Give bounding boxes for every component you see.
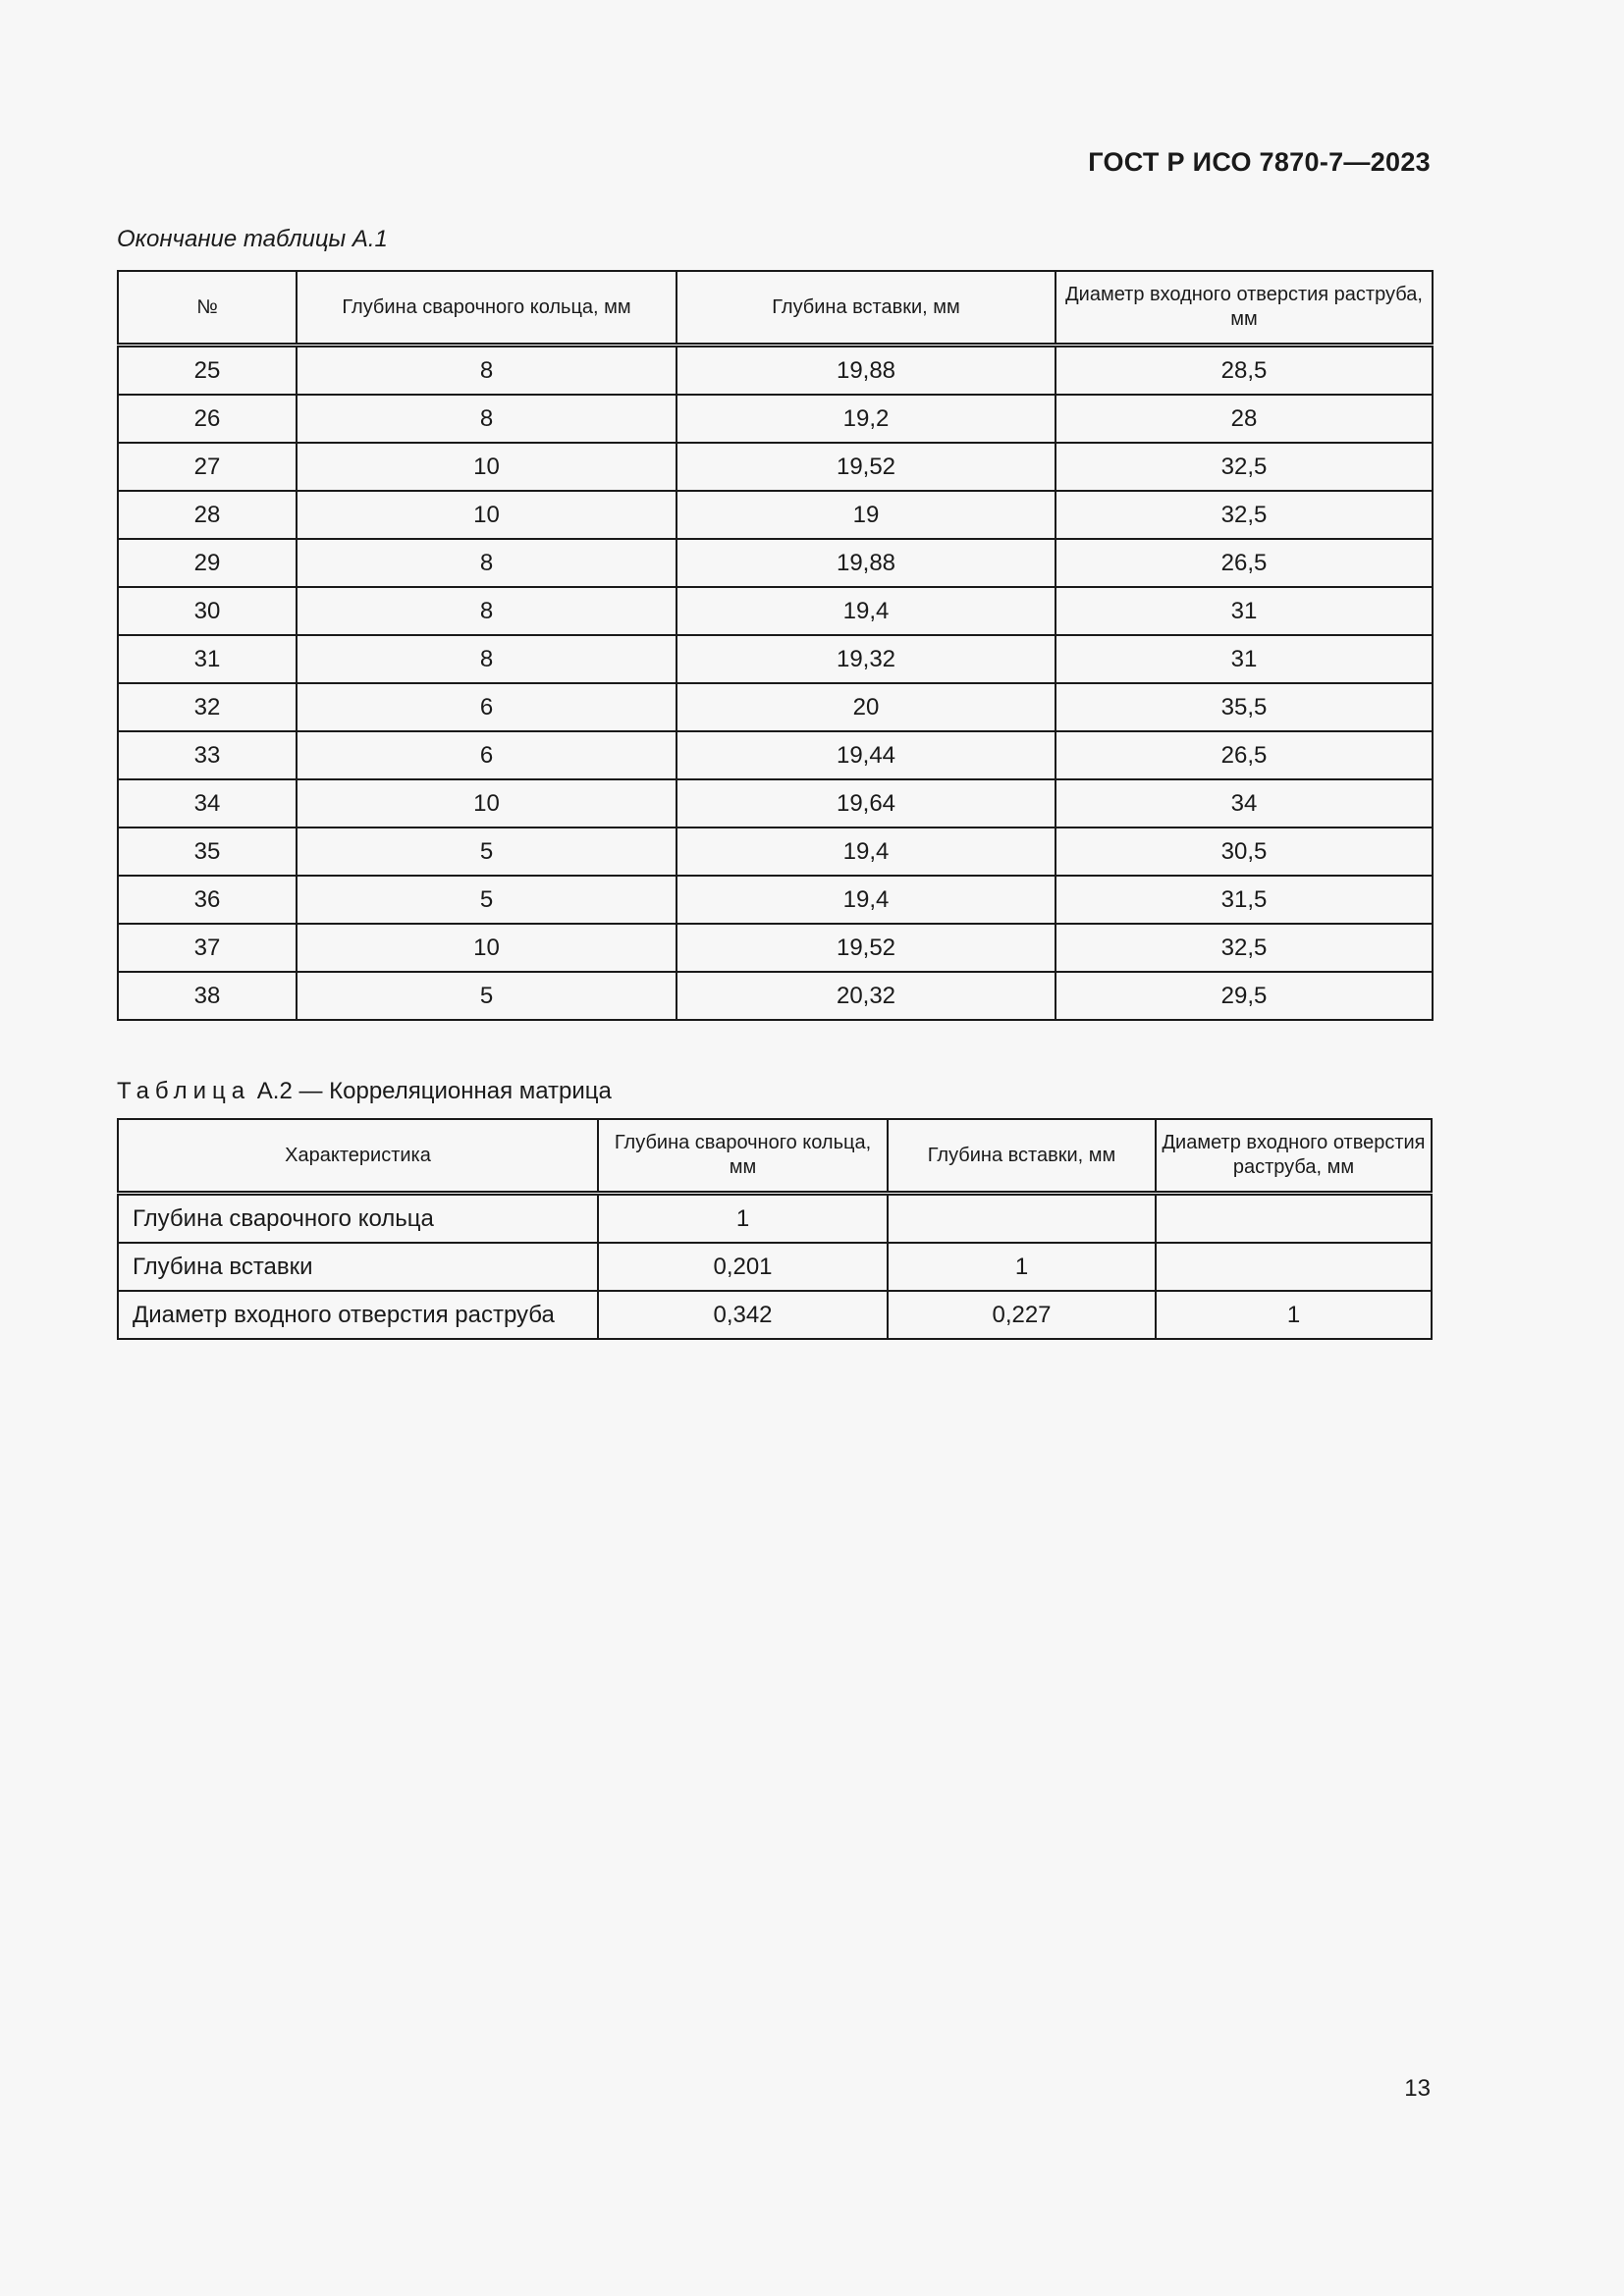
column-header: Глубина сварочного кольца, мм	[297, 271, 677, 346]
table-cell: 5	[297, 972, 677, 1020]
table-cell: 27	[118, 443, 297, 491]
table-a2-caption-title: А.2 — Корреляционная матрица	[256, 1078, 612, 1104]
table-cell	[1156, 1194, 1432, 1244]
table-cell: 32,5	[1056, 491, 1433, 539]
table-cell: 8	[297, 587, 677, 635]
table-cell: 1	[598, 1194, 888, 1244]
table-cell: 25	[118, 346, 297, 396]
table-row	[118, 924, 1433, 972]
table-cell: 19	[677, 491, 1056, 539]
row-label: Глубина вставки	[118, 1243, 598, 1291]
table-cell: 10	[297, 491, 677, 539]
table-cell: 10	[297, 443, 677, 491]
table-row	[118, 587, 1433, 635]
table-cell: 10	[297, 924, 677, 972]
table-header-row	[118, 271, 1433, 346]
table-row	[118, 876, 1433, 924]
table-cell: 19,2	[677, 395, 1056, 443]
row-label: Глубина сварочного кольца	[118, 1194, 598, 1244]
table-cell	[1156, 1243, 1432, 1291]
table-row	[118, 635, 1433, 683]
table-cell: 38	[118, 972, 297, 1020]
table-cell: 10	[297, 779, 677, 828]
table-cell: 8	[297, 539, 677, 587]
table-row	[118, 443, 1433, 491]
table-row	[118, 1243, 1432, 1291]
table-cell: 19,88	[677, 539, 1056, 587]
table-a1	[117, 270, 1434, 1021]
table-cell: 28	[118, 491, 297, 539]
table-cell: 1	[888, 1243, 1156, 1291]
table-row	[118, 539, 1433, 587]
table-row	[118, 731, 1433, 779]
table-cell: 30,5	[1056, 828, 1433, 876]
table-cell: 6	[297, 683, 677, 731]
column-header: Диаметр входного отверстия раструба, мм	[1056, 271, 1433, 346]
table-row	[118, 828, 1433, 876]
table-cell: 8	[297, 635, 677, 683]
table-cell: 31	[118, 635, 297, 683]
table-cell: 35,5	[1056, 683, 1433, 731]
table-cell: 19,4	[677, 876, 1056, 924]
table-cell: 19,52	[677, 443, 1056, 491]
table-a2-correlation-matrix	[117, 1118, 1433, 1340]
column-header: Характеристика	[118, 1119, 598, 1194]
table-cell: 32,5	[1056, 443, 1433, 491]
table-row	[118, 972, 1433, 1020]
table-a1-caption: Окончание таблицы А.1	[117, 226, 388, 252]
table-cell: 0,201	[598, 1243, 888, 1291]
column-header: Глубина вставки, мм	[677, 271, 1056, 346]
table-cell: 5	[297, 828, 677, 876]
table-cell: 31,5	[1056, 876, 1433, 924]
table-cell: 36	[118, 876, 297, 924]
table-cell: 6	[297, 731, 677, 779]
table-row	[118, 346, 1433, 396]
table-cell: 20,32	[677, 972, 1056, 1020]
table-cell: 31	[1056, 587, 1433, 635]
table-row	[118, 683, 1433, 731]
table-cell: 8	[297, 346, 677, 396]
table-cell: 30	[118, 587, 297, 635]
table-cell: 29,5	[1056, 972, 1433, 1020]
table-cell: 5	[297, 876, 677, 924]
table-cell: 19,4	[677, 587, 1056, 635]
table-cell	[888, 1194, 1156, 1244]
table-a2-caption-word: Таблица	[117, 1078, 251, 1104]
table-cell: 28	[1056, 395, 1433, 443]
table-cell: 19,64	[677, 779, 1056, 828]
column-header: №	[118, 271, 297, 346]
table-cell: 29	[118, 539, 297, 587]
table-cell: 20	[677, 683, 1056, 731]
table-cell: 19,32	[677, 635, 1056, 683]
table-cell: 32,5	[1056, 924, 1433, 972]
table-row	[118, 491, 1433, 539]
table-row	[118, 1291, 1432, 1339]
table-cell: 26,5	[1056, 539, 1433, 587]
page-number: 13	[1404, 2075, 1431, 2102]
table-cell: 19,52	[677, 924, 1056, 972]
table-cell: 35	[118, 828, 297, 876]
table-cell: 28,5	[1056, 346, 1433, 396]
table-cell: 32	[118, 683, 297, 731]
table-header-row	[118, 1119, 1432, 1194]
table-row	[118, 395, 1433, 443]
column-header: Диаметр входного отверстия раструба, мм	[1156, 1119, 1432, 1194]
document-code: ГОСТ Р ИСО 7870-7—2023	[1088, 147, 1431, 177]
table-cell: 1	[1156, 1291, 1432, 1339]
table-cell: 8	[297, 395, 677, 443]
table-cell: 31	[1056, 635, 1433, 683]
column-header: Глубина вставки, мм	[888, 1119, 1156, 1194]
table-cell: 33	[118, 731, 297, 779]
table-cell: 34	[1056, 779, 1433, 828]
table-a2-caption	[117, 1078, 612, 1105]
table-row	[118, 1194, 1432, 1244]
table-cell: 34	[118, 779, 297, 828]
table-cell: 26	[118, 395, 297, 443]
table-cell: 19,44	[677, 731, 1056, 779]
table-cell: 19,4	[677, 828, 1056, 876]
table-cell: 19,88	[677, 346, 1056, 396]
table-cell: 26,5	[1056, 731, 1433, 779]
table-cell: 0,227	[888, 1291, 1156, 1339]
table-cell: 37	[118, 924, 297, 972]
row-label: Диаметр входного отверстия раструба	[118, 1291, 598, 1339]
table-cell: 0,342	[598, 1291, 888, 1339]
column-header: Глубина сварочного кольца, мм	[598, 1119, 888, 1194]
table-row	[118, 779, 1433, 828]
